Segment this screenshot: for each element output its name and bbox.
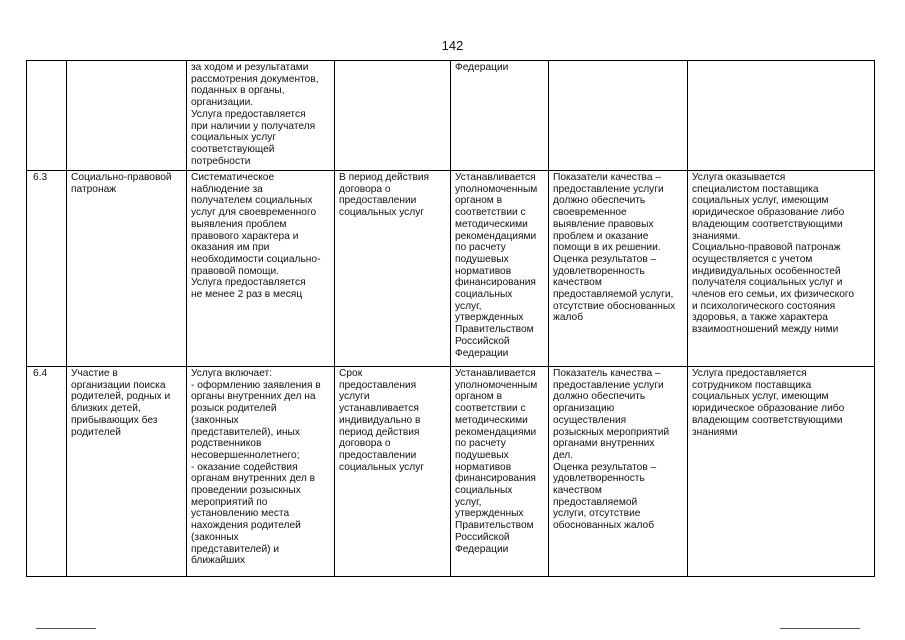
services-table <box>26 60 875 577</box>
service-conditions-cell <box>688 61 875 171</box>
row-number-cell: 6.3 <box>27 171 67 367</box>
service-description-cell: за ходом и результатами рассмотрения документов, поданных в органы, организации. Услуга предоставляется при наличии у получателя социальных услуг соответствующей потребности <box>187 61 335 171</box>
service-description-cell: Услуга включает: - оформлению заявления в органы внутренних дел на розыск родителей (законных представителей), иных родственников несовершеннолетнего; - оказание содействия органам внутренних дел в проведении розыскных мероприятий по установлению места нахождения родителей (законных представителей) и ближайших <box>187 367 335 577</box>
table-row <box>27 367 875 577</box>
service-norms-cell: Устанавливается уполномоченным органом в соответствии с методическими рекомендациями по расчету подушевых нормативов финансирования социальных услуг, утвержденных Правительством Российской Федерации <box>451 367 549 577</box>
service-quality-cell: Показатели качества – предоставление услуги должно обеспечить своевременное выявление правовых проблем и оказание помощи в их решении. Оценка результатов – удовлетворенность качеством предоставляемой услуги, отсутствие обоснованных жалоб <box>549 171 688 367</box>
service-name-cell: Участие в организации поиска родителей, родных и близких детей, прибывающих без родителей <box>67 367 187 577</box>
scan-artifact-line <box>780 628 860 629</box>
service-term-cell: В период действия договора о предоставлении социальных услуг <box>335 171 451 367</box>
row-number-cell: 6.4 <box>27 367 67 577</box>
service-description-cell: Систематическое наблюдение за получателем социальных услуг для своевременного выявления проблем правового характера и оказания им при необходимости социально- правовой помощи. Услуга предоставляется не менее 2 раз в месяц <box>187 171 335 367</box>
row-number-cell <box>27 61 67 171</box>
service-norms-cell: Федерации <box>451 61 549 171</box>
service-conditions-cell: Услуга оказывается специалистом поставщика социальных услуг, имеющим юридическое образование либо владеющим соответствующими знаниями. Социально-правовой патронаж осуществляется с учетом индивидуальных особенностей получателя социальных услуг и членов его семьи, их физического и психологического состояния здоровья, а также характера взаимоотношений между ними <box>688 171 875 367</box>
table-row <box>27 61 875 171</box>
service-conditions-cell: Услуга предоставляется сотрудником поставщика социальных услуг, имеющим юридическое образование либо владеющим соответствующими знаниями <box>688 367 875 577</box>
table-row <box>27 171 875 367</box>
service-name-cell: Социально-правовой патронаж <box>67 171 187 367</box>
service-name-cell <box>67 61 187 171</box>
page-number: 142 <box>441 38 464 53</box>
service-norms-cell: Устанавливается уполномоченным органом в соответствии с методическими рекомендациями по расчету подушевых нормативов финансирования социальных услуг, утвержденных Правительством Российской Федерации <box>451 171 549 367</box>
service-term-cell: Срок предоставления услуги устанавливается индивидуально в период действия договора о предоставлении социальных услуг <box>335 367 451 577</box>
service-quality-cell <box>549 61 688 171</box>
scan-artifact-line <box>36 628 96 629</box>
service-term-cell <box>335 61 451 171</box>
service-quality-cell: Показатель качества – предоставление услуги должно обеспечить организацию осуществления розыскных мероприятий органами внутренних дел. Оценка результатов – удовлетворенность качеством предоставляемой услуги, отсутствие обоснованных жалоб <box>549 367 688 577</box>
